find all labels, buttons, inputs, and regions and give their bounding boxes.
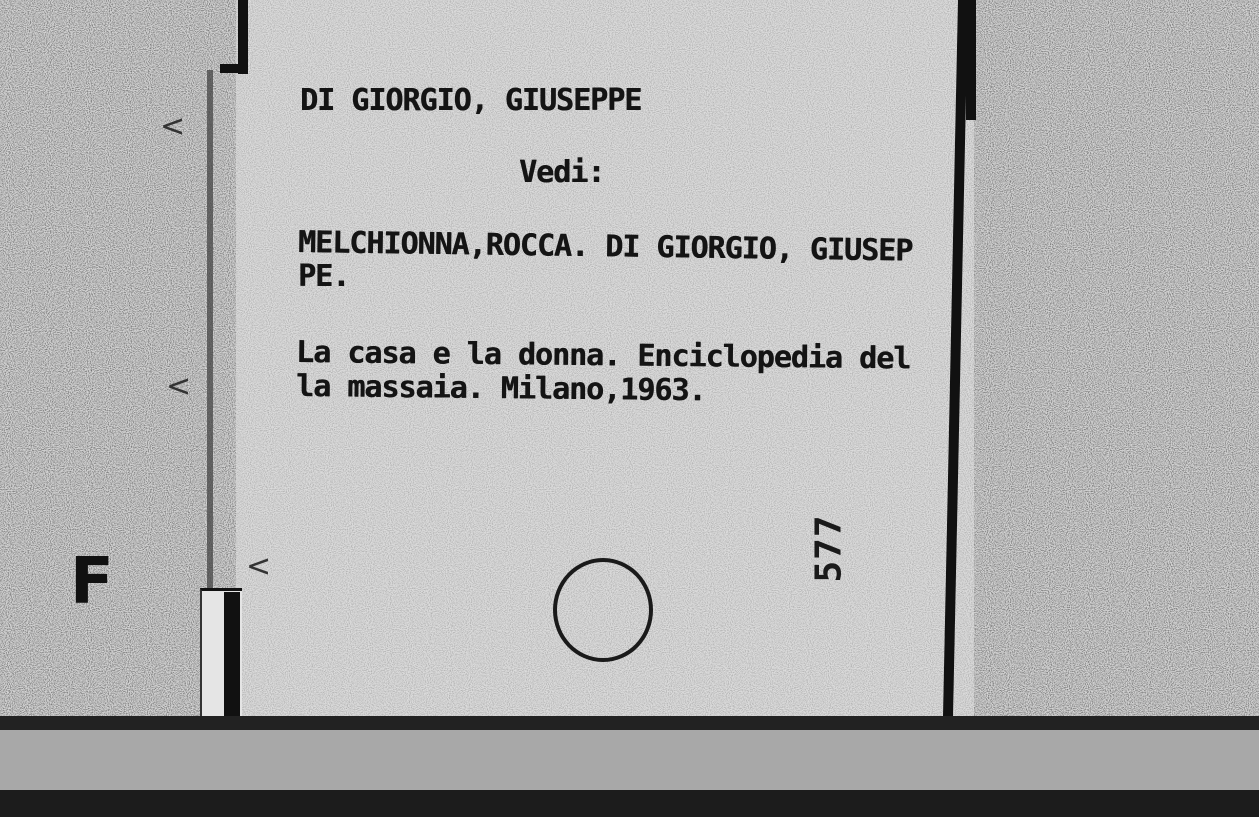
- book-title-line-1: La casa e la donna. Enciclopedia del: [295, 335, 911, 377]
- card-index-tab-bar: [224, 592, 240, 720]
- left-chevron-mark-icon: <: [246, 549, 272, 584]
- card-top-bracket-horizontal: [220, 64, 248, 73]
- cross-reference-line-1: MELCHIONNA,ROCCA. DI GIORGIO, GIUSEP: [297, 225, 913, 269]
- see-reference-label: Vedi:: [519, 155, 605, 190]
- left-chevron-mark-icon: <: [160, 109, 186, 144]
- book-title-line-2: la massaia. Milano,1963.: [295, 369, 706, 409]
- card-heading: DI GIORGIO, GIUSEPPE: [300, 83, 642, 118]
- left-chevron-mark-icon: <: [166, 369, 192, 404]
- scanner-dark-border: [0, 790, 1259, 817]
- drawer-letter-marker: F: [70, 545, 114, 619]
- card-top-bracket-vertical: [238, 0, 248, 74]
- card-stamp-number: 577: [808, 514, 850, 583]
- cross-reference-line-2: PE.: [298, 259, 350, 294]
- punch-hole-circle: [553, 558, 653, 662]
- card-right-edge-top: [966, 0, 976, 120]
- card-bottom-edge: [0, 716, 1259, 730]
